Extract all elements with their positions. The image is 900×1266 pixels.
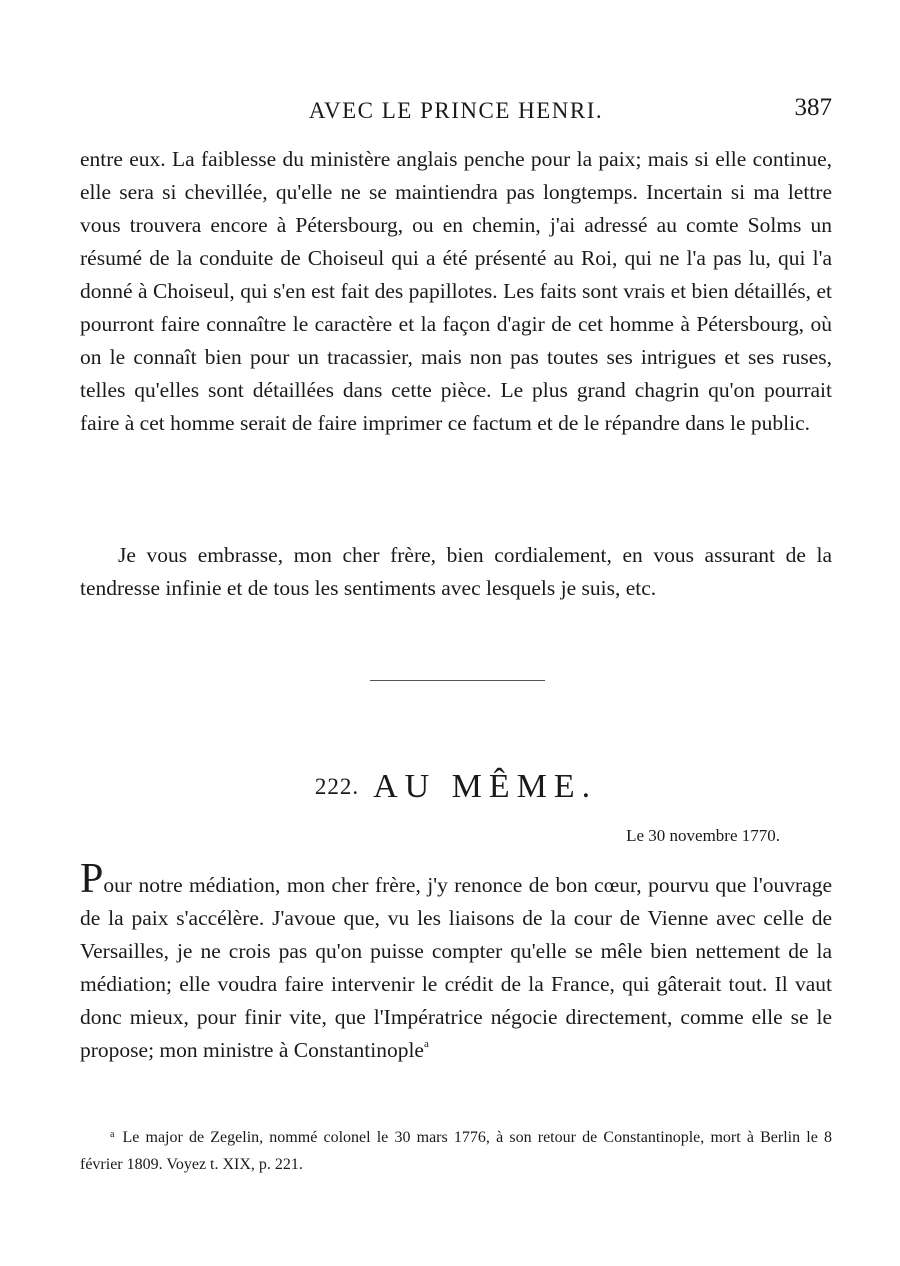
section-divider [370,680,545,681]
footnote [80,1121,832,1178]
letter-heading [80,768,832,806]
letter-body-text: our notre médiation, mon cher frère, j'y renonce de bon cœur, pourvu que l'ouvrage de la paix s'accélère. J'avoue que, vu les liaisons de la cour de Vienne avec celle de Versailles, je ne crois pas qu'on puisse compter qu'elle se mêle bien nettement de la médiation; elle voudra faire intervenir le crédit de la France, qui gâterait tout. Il vaut donc mieux, pour finir vite, que l'Impératrice négocie directement, comme elle se le propose; mon ministre à Constantinople [80,873,832,1062]
letter-number: 222. [314,774,360,799]
footnote-reference: a [423,1038,429,1050]
paragraph-closing: Je vous embrasse, mon cher frère, bien cordialement, en vous assurant de la tendresse infinie et de tous les sentiments avec lesquels je suis, etc. [80,543,832,600]
drop-cap: P [80,856,104,902]
footnote-text: Le major de Zegelin, nommé colonel le 30 mars 1776, à son retour de Constantinople, mort à Berlin le 8 février 1809. Voyez t. XIX, p. 221. [80,1129,832,1173]
running-title: AVEC LE PRINCE HENRI. [308,98,604,123]
page-header [80,92,832,132]
paragraph-continued: entre eux. La faiblesse du ministère anglais penche pour la paix; mais si elle continue, elle sera si chevillée, qu'elle ne se maintiendra pas longtemps. Incertain si ma lettre vous trouvera encore à Pétersbourg, ou en chemin, j'ai adressé au comte Solms un résumé de la conduite de Choiseul qui a été présenté au Roi, qui ne l'a pas lu, qui l'a donné à Choiseul, qui s'en est fait des papillotes. Les faits sont vrais et bien détaillés, et pourront faire connaître le caractère et la façon d'agir de cet homme à Pétersbourg, où on le connaît bien pour un tracassier, mais non pas toutes ses intrigues et ses ruses, telles qu'elles sont détaillées dans cette pièce. Le plus grand chagrin qu'on pourrait faire à cet homme serait de faire imprimer ce factum et de le répandre dans le public. [80,147,832,435]
letter-date: Le 30 novembre 1770. [626,826,780,845]
letter-body [80,856,832,1067]
footnote-marker: a [110,1129,115,1140]
page-number: 387 [794,94,832,121]
letter-title: AU MÊME. [373,768,598,805]
